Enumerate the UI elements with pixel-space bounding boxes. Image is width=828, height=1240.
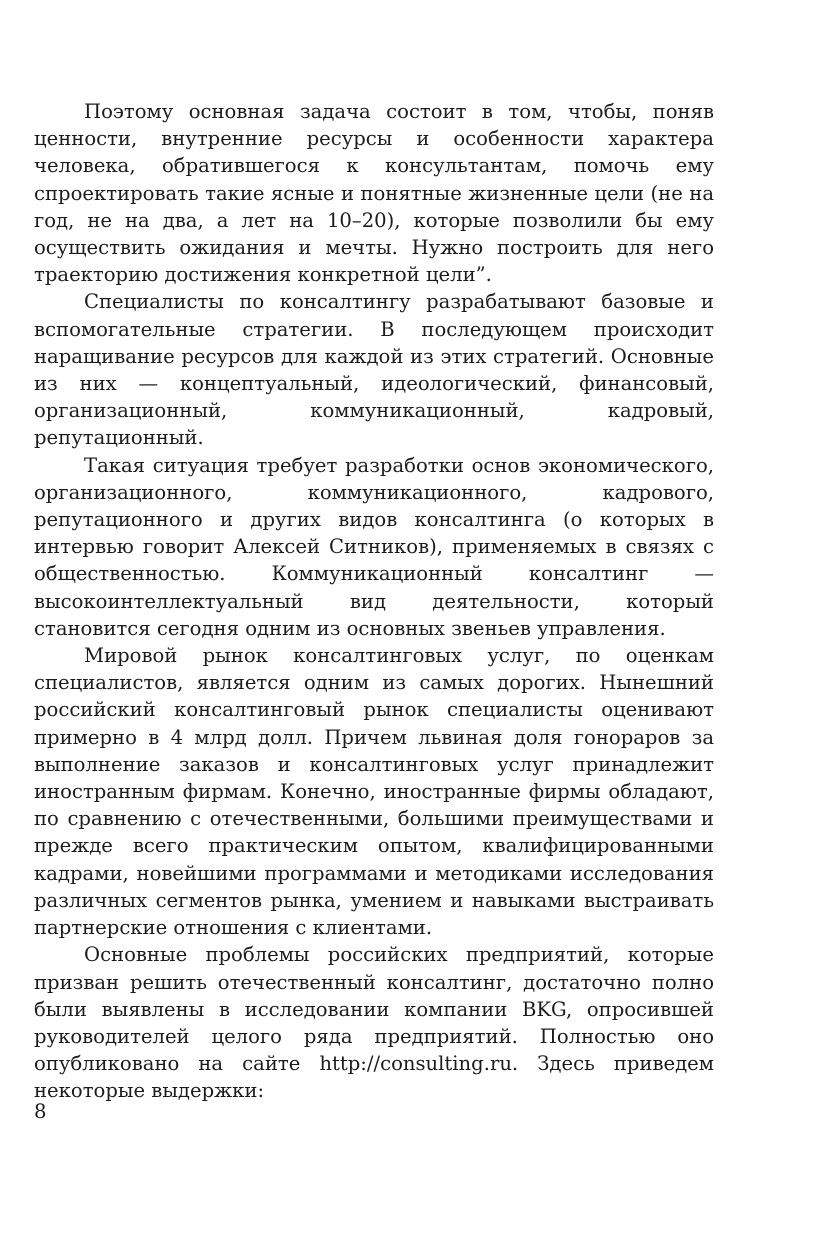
paragraph-1: Поэтому основная задача состоит в том, чтобы, поняв ценности, внутренние ресурсы и особенности характера человека, обратившегося к консультантам, помочь ему спроектировать такие ясные и понятные жизненные цели (не на год, не на два, а лет на 10–20), которые позволили бы ему осуществить ожидания и мечты. Нужно построить для него траекторию достижения конкретной цели”.: [34, 100, 714, 287]
paragraph-2: Специалисты по консалтингу разрабатывают базовые и вспомогательные стратегии. В последующем происходит наращивание ресурсов для каждой из этих стратегий. Основные из них — концептуальный, идеологический, финансовый, организационный, коммуникационный, кадровый, репутационный.: [34, 290, 714, 450]
paragraph-4: Мировой рынок консалтинговых услуг, по оценкам специалистов, является одним из самых дорогих. Нынешний российский консалтинговый рынок специалисты оценивают примерно в 4 млрд долл. Причем львиная доля гонораров за выполнение заказов и консалтинговых услуг принадлежит иностранным фирмам. Конечно, иностранные фирмы обладают, по сравнению с отечественными, большими преимуществами и прежде всего практическим опытом, квалифицированными кадрами, новейшими программами и методиками исследования различных сегментов рынка, умением и навыками выстраивать партнерские отношения с клиентами.: [34, 644, 714, 940]
page-body: [34, 98, 714, 1105]
paragraph-3: Такая ситуация требует разработки основ экономического, организационного, коммуникационного, кадрового, репутационного и других видов консалтинга (о которых в интервью говорит Алексей Ситников), применяемых в связях с общественностью. Коммуникационный консалтинг — высокоинтеллектуальный вид деятельности, который становится сегодня одним из основных звеньев управления.: [34, 453, 714, 640]
page-number: 8: [34, 1100, 47, 1123]
paragraph-5: Основные проблемы российских предприятий, которые призван решить отечественный консалтинг, достаточно полно были выявлены в исследовании компании BKG, опросившей руководителей целого ряда предприятий. Полностью оно опубликовано на сайте http://consulting.ru. Здесь приведем некоторые выдержки:: [34, 943, 714, 1103]
